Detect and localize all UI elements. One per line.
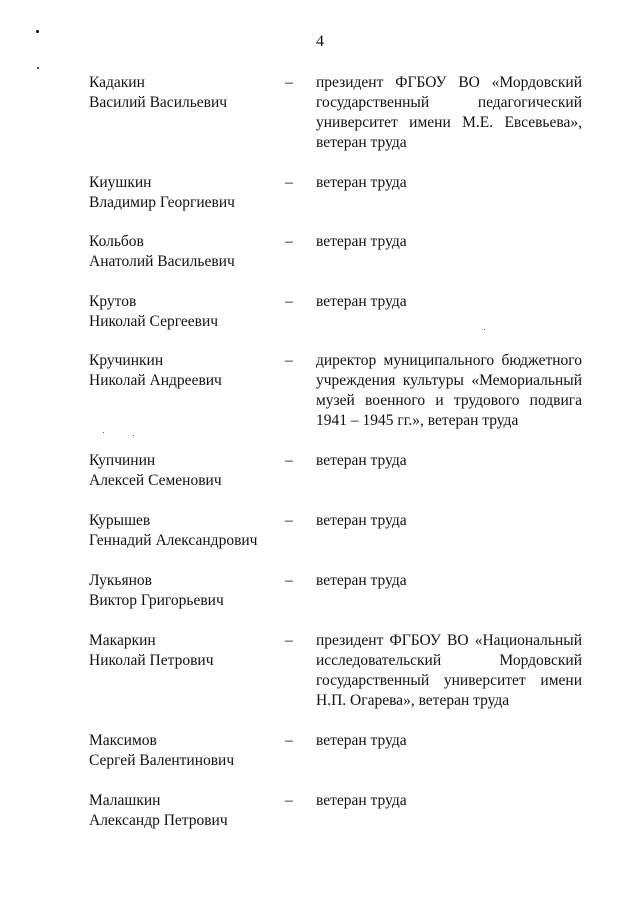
person-name bbox=[89, 451, 279, 491]
dash-separator: – bbox=[285, 572, 293, 589]
surname: Макаркин bbox=[89, 632, 156, 649]
description-line: учреждения культуры «Мемориальный bbox=[316, 372, 582, 389]
surname: Малашкин bbox=[89, 792, 161, 809]
description bbox=[316, 731, 582, 751]
person-name bbox=[89, 351, 279, 391]
given-names: Сергей Валентинович bbox=[89, 752, 235, 769]
person-name bbox=[89, 571, 279, 611]
given-names: Виктор Григорьевич bbox=[89, 592, 224, 609]
description-line: музей военного и трудового подвига bbox=[316, 392, 582, 409]
person-name bbox=[89, 173, 279, 213]
given-names: Александр Петрович bbox=[89, 812, 228, 829]
description-line: ветеран труда bbox=[316, 732, 407, 749]
given-names: Анатолий Васильевич bbox=[89, 253, 235, 270]
given-names: Василий Васильевич bbox=[89, 94, 228, 111]
description-line: ветеран труда bbox=[316, 293, 407, 310]
surname: Лукьянов bbox=[89, 572, 152, 589]
dash-separator: – bbox=[285, 512, 293, 529]
dash-separator: – bbox=[285, 352, 293, 369]
dash-separator: – bbox=[285, 792, 293, 809]
scan-speck bbox=[484, 329, 485, 330]
surname: Киушкин bbox=[89, 174, 152, 191]
description-line: ветеран труда bbox=[316, 572, 407, 589]
description-line: ветеран труда bbox=[316, 174, 407, 191]
description-line: исследовательский Мордовский bbox=[316, 652, 582, 669]
given-names: Николай Петрович bbox=[89, 652, 214, 669]
dash-separator: – bbox=[285, 452, 293, 469]
given-names: Алексей Семенович bbox=[89, 472, 222, 489]
description bbox=[316, 791, 582, 811]
description-line: ветеран труда bbox=[316, 792, 407, 809]
scan-speck bbox=[103, 432, 104, 433]
surname: Купчинин bbox=[89, 452, 156, 469]
dash-separator: – bbox=[285, 293, 293, 310]
scan-speck bbox=[133, 435, 134, 436]
description bbox=[316, 631, 582, 711]
dash-separator: – bbox=[285, 74, 293, 91]
page-number: 4 bbox=[316, 33, 324, 50]
description bbox=[316, 232, 582, 252]
description-line: президент ФГБОУ ВО «Национальный bbox=[316, 632, 582, 649]
description bbox=[316, 351, 582, 431]
dash-separator: – bbox=[285, 632, 293, 649]
person-name bbox=[89, 511, 279, 551]
surname: Кручинкин bbox=[89, 352, 164, 369]
description-line: ветеран труда bbox=[316, 512, 407, 529]
description bbox=[316, 173, 582, 193]
given-names: Николай Андреевич bbox=[89, 372, 222, 389]
description bbox=[316, 511, 582, 531]
surname: Кольбов bbox=[89, 233, 144, 250]
person-name bbox=[89, 232, 279, 272]
given-names: Владимир Георгиевич bbox=[89, 194, 235, 211]
description-line: президент ФГБОУ ВО «Мордовский bbox=[316, 74, 582, 91]
surname: Кадакин bbox=[89, 74, 145, 91]
scan-speck bbox=[37, 67, 39, 69]
surname: Курышев bbox=[89, 512, 151, 529]
surname: Максимов bbox=[89, 732, 157, 749]
description bbox=[316, 571, 582, 591]
dash-separator: – bbox=[285, 732, 293, 749]
description-line: ветеран труда bbox=[316, 452, 407, 469]
surname: Крутов bbox=[89, 293, 137, 310]
person-name bbox=[89, 73, 279, 113]
given-names: Геннадий Александрович bbox=[89, 532, 258, 549]
description-line: директор муниципального бюджетного bbox=[316, 352, 582, 369]
person-name bbox=[89, 791, 279, 831]
description-line: государственный университет имени bbox=[316, 672, 582, 689]
dash-separator: – bbox=[285, 174, 293, 191]
person-name bbox=[89, 731, 279, 771]
description-line: Н.П. Огарева», ветеран труда bbox=[316, 692, 510, 709]
description-line: 1941 – 1945 гг.», ветеран труда bbox=[316, 412, 519, 429]
person-name bbox=[89, 631, 279, 671]
dash-separator: – bbox=[285, 233, 293, 250]
description bbox=[316, 73, 582, 153]
description-line: государственный педагогический bbox=[316, 94, 582, 111]
person-name bbox=[89, 292, 279, 332]
description-line: университет имени М.Е. Евсевьева», bbox=[316, 114, 582, 131]
description bbox=[316, 451, 582, 471]
description-line: ветеран труда bbox=[316, 233, 407, 250]
given-names: Николай Сергеевич bbox=[89, 313, 219, 330]
description-line: ветеран труда bbox=[316, 134, 407, 151]
description bbox=[316, 292, 582, 312]
